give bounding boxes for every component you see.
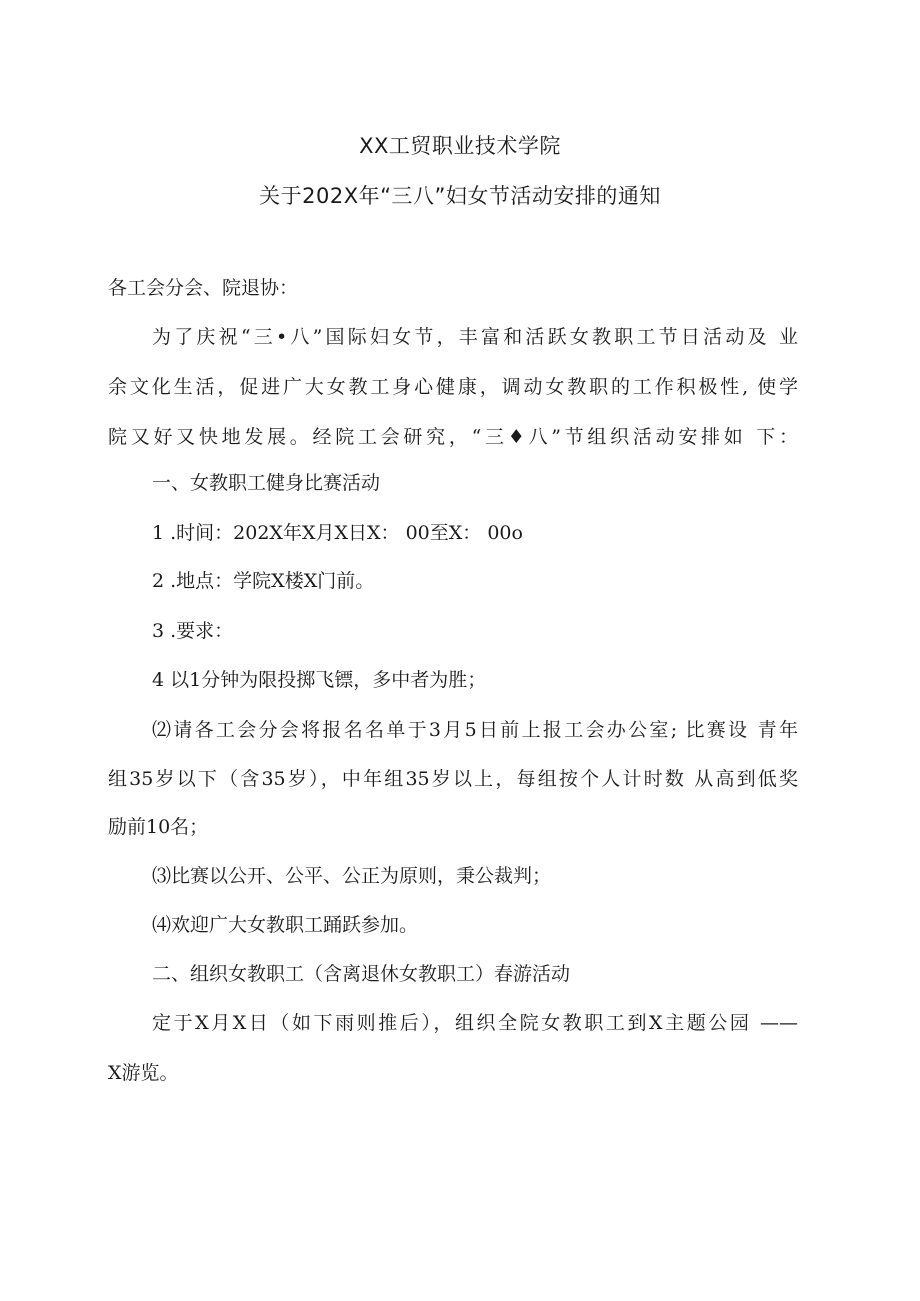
- item-requirement-welcome: ⑷欢迎广大女教职工踊跃参加。: [152, 914, 419, 936]
- item-requirements: 3 .要求：: [152, 620, 234, 642]
- item-time: 1 .时间：202X年X月X日X： 00至X： 00o: [152, 522, 523, 544]
- item-requirement-registration-line-3: 励前10名；: [108, 816, 209, 838]
- item-requirement-darts: 4 以1分钟为限投掷飞镖，多中者为胜；: [152, 669, 487, 691]
- item-requirement-fairness: ⑶比赛以公开、公平、公正为原则，秉公裁判；: [152, 865, 552, 887]
- section-heading-fitness: 一、女教职工健身比赛活动: [152, 472, 381, 494]
- spring-outing-line-2: X游览。: [108, 1062, 179, 1084]
- paragraph-intro-line-3: 院又好又快地发展。经院工会研究，“三♦八”节组织活动安排如 下：: [108, 426, 798, 448]
- section-heading-spring-outing: 二、组织女教职工（含离退休女教职工）春游活动: [152, 963, 571, 985]
- document-title-notice: 关于202X年“三八”妇女节活动安排的通知: [259, 184, 661, 208]
- item-requirement-registration-line-1: ⑵请各工会分会将报名名单于3月5日前上报工会办公室; 比赛设 青年: [152, 719, 798, 741]
- salutation: 各工会分会、院退协：: [108, 277, 299, 299]
- item-requirement-registration-line-2: 组35岁以下（含35岁），中年组35岁以上，每组按个人计时数 从高到低奖: [108, 768, 798, 790]
- spring-outing-line-1: 定于X月X日（如下雨则推后），组织全院女教职工到X主题公园 ——: [152, 1012, 798, 1034]
- item-location: 2 .地点：学院X楼X门前。: [152, 570, 375, 592]
- paragraph-intro-line-2: 余文化生活，促进广大女教工身心健康，调动女教职的工作积极性, 使学: [108, 376, 798, 398]
- paragraph-intro-line-1: 为了庆祝“三•八”国际妇女节，丰富和活跃女教职工节日活动及 业: [152, 326, 798, 348]
- document-title-school: XX工贸职业技术学院: [359, 134, 561, 158]
